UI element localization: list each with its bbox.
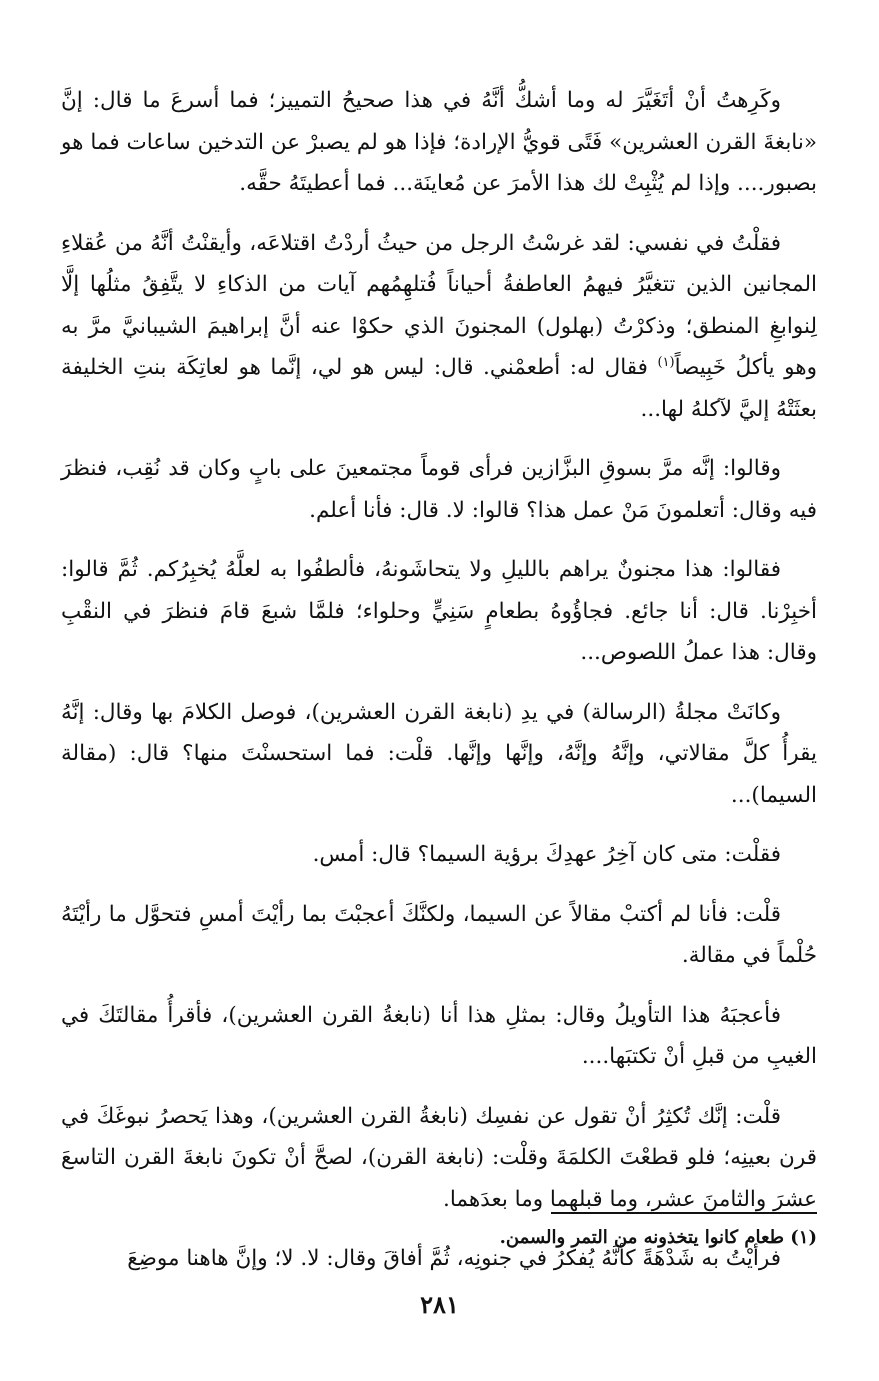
- paragraph-1: وكَرِهتُ أنْ أتَغَيَّرَ له وما أشكُّ أنَّهُ في هذا صحيحُ التمييز؛ فما أسرعَ ما قال: إنَّ «نابغةَ القرن العشرين» فَتًى قويُّ الإرادة؛ فإذا هو لم يصبرْ عن التدخين ساعات فما هو بصبور.... وإذا لم يُثْبِتْ لك هذا الأمرَ عن مُعاينَة... فما أعطيتَهُ حقَّه.: [61, 88, 817, 196]
- paragraph-10: فرأيْتُ به شَدْهَةً كأنَّهُ يُفكرُ في جنونِه، ثُمَّ أفاقَ وقال: لا. لا؛ وإنَّ هاهنا موضِعَ: [127, 1246, 781, 1271]
- paragraph-2-text: فقلْتُ في نفسي: لقد غرسْتُ الرجل من حيثُ أردْتُ اقتلاعَه، وأيقنْتُ أنَّهُ من عُقلاءِ المجانين الذين تتغيَّرُ فيهمُ العاطفةُ أحياناً فُتلهِمُهم آيات من الذكاءِ لا يتَّفِقُ مثلُها إلَّا لِنوابغِ المنطق؛ وذكرْتُ (بهلول) المجنونَ الذي حكوْا عنه أنَّ إبراهيمَ الشيبانيَّ مرَّ به وهو يأكلُ خَبِيصاً: [61, 230, 817, 380]
- paragraph-7: قلْت: فأنا لم أكتبْ مقالاً عن السيما، ولكنَّكَ أعجبْتَ بما رأيْتَ أمسِ فتحوَّل ما رأيْتَهُ حُلْماً في مقالة.: [61, 901, 817, 968]
- paragraph-6: فقلْت: متى كان آخِرُ عهدِكَ برؤية السيما؟ قال: أمس.: [312, 842, 781, 867]
- paragraph-5: وكانَتْ مجلةُ (الرسالة) في يدِ (نابغة القرن العشرين)، فوصل الكلامَ بها وقال: إنَّهُ يقرأُ كلَّ مقالاتي، وإنَّهُ وإنَّهُ، وإنَّها وإنَّها. قلْت: فما استحسنْتَ منها؟ قال: (مقالة السيما)...: [61, 699, 817, 808]
- footnote: (١) طعام كانوا يتخذونه من التمر والسمن.: [499, 1227, 817, 1248]
- footnote-divider: [551, 1212, 817, 1214]
- paragraph-3: وقالوا: إنَّه مرَّ بسوقِ البزَّازين فرأى قوماً مجتمعينَ على بابٍ وكان قد نُقِب، فنظرَ فيه وقال: أتعلمونَ مَنْ عمل هذا؟ قالوا: لا. قال: فأنا أعلم.: [61, 456, 817, 523]
- paragraph-2: [61, 223, 817, 431]
- page-body: [61, 80, 817, 1298]
- paragraph-2-tail: فقال له: أطعمْني. قال: ليس هو لي، إنَّما هو لعاتِكَة بنتِ الخليفة بعثَتْهُ إليَّ لآكلهُ لها...: [61, 355, 817, 422]
- paragraph-4: فقالوا: هذا مجنونٌ يراهم بالليلِ ولا يتحاشَونهُ، فألطفُوا به لعلَّهُ يُخبِرُكم. ثُمَّ قالوا: أخبِرْنا. قال: أنا جائع. فجاؤُوهُ بطعامٍ سَنِيٍّ وحلواء؛ فلمَّا شبعَ قامَ فنظرَ في النقْبِ وقال: هذا عملُ اللصوص...: [61, 557, 817, 665]
- paragraph-9: قلْت: إنَّك تُكثِرُ أنْ تقول عن نفسِك (نابغةُ القرن العشرين)، وهذا يَحصرُ نبوغَكَ في قرن بعينِه؛ فلو قطعْتَ الكلمَةَ وقلْت: (نابغة القرن)، لصحَّ أنْ تكونَ نابغةَ القرن التاسعَ عشرَ والثامنَ عشر، وما قبلهما وما بعدَهما.: [61, 1103, 817, 1212]
- paragraph-8: فأعجبَهُ هذا التأويلُ وقال: بمثلِ هذا أنا (نابغةُ القرن العشرين)، فأقرأُ مقالتَكَ في الغيبِ من قبلِ أنْ تكتبَها....: [61, 1002, 817, 1069]
- footnote-marker: (١): [657, 354, 675, 370]
- page-number: ٢٨١: [420, 1290, 459, 1319]
